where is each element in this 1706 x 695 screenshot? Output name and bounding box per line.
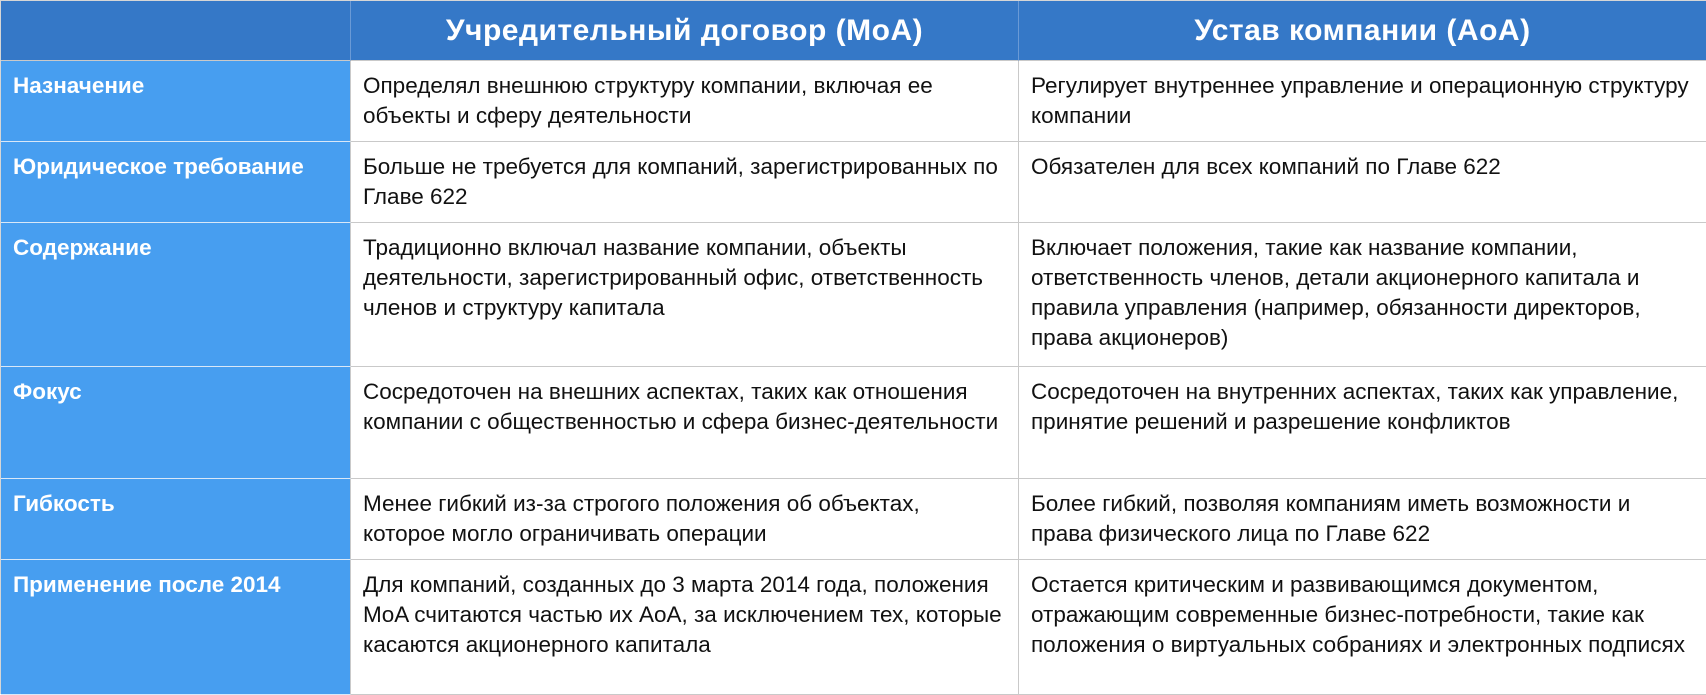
moa-cell: Больше не требуется для компаний, зарегистрированных по Главе 622	[351, 142, 1019, 223]
row-label: Применение после 2014	[1, 560, 351, 695]
aoa-cell: Включает положения, такие как название компании, ответственность членов, детали акционерного капитала и правила управления (например, обязанности директоров, права акционеров)	[1019, 223, 1706, 367]
row-label: Содержание	[1, 223, 351, 367]
moa-cell: Менее гибкий из-за строгого положения об объектах, которое могло ограничивать операции	[351, 479, 1019, 560]
moa-cell: Определял внешнюю структуру компании, включая ее объекты и сферу деятельности	[351, 61, 1019, 142]
aoa-cell: Регулирует внутреннее управление и операционную структуру компании	[1019, 61, 1706, 142]
header-moa: Учредительный договор (MoA)	[351, 1, 1019, 61]
row-label: Назначение	[1, 61, 351, 142]
header-corner-cell	[1, 1, 351, 61]
row-label: Гибкость	[1, 479, 351, 560]
moa-cell: Традиционно включал название компании, объекты деятельности, зарегистрированный офис, ответственность членов и структуру капитала	[351, 223, 1019, 367]
row-label: Юридическое требование	[1, 142, 351, 223]
aoa-cell: Обязателен для всех компаний по Главе 622	[1019, 142, 1706, 223]
moa-cell: Для компаний, созданных до 3 марта 2014 года, положения MoA считаются частью их AoA, за исключением тех, которые касаются акционерного капитала	[351, 560, 1019, 695]
aoa-cell: Более гибкий, позволяя компаниям иметь возможности и права физического лица по Главе 622	[1019, 479, 1706, 560]
aoa-cell: Остается критическим и развивающимся документом, отражающим современные бизнес-потребности, такие как положения о виртуальных собраниях и электронных подписях	[1019, 560, 1706, 695]
row-label: Фокус	[1, 367, 351, 479]
moa-cell: Сосредоточен на внешних аспектах, таких как отношения компании с общественностью и сфера бизнес-деятельности	[351, 367, 1019, 479]
aoa-cell: Сосредоточен на внутренних аспектах, таких как управление, принятие решений и разрешение конфликтов	[1019, 367, 1706, 479]
header-aoa: Устав компании (AoA)	[1019, 1, 1706, 61]
